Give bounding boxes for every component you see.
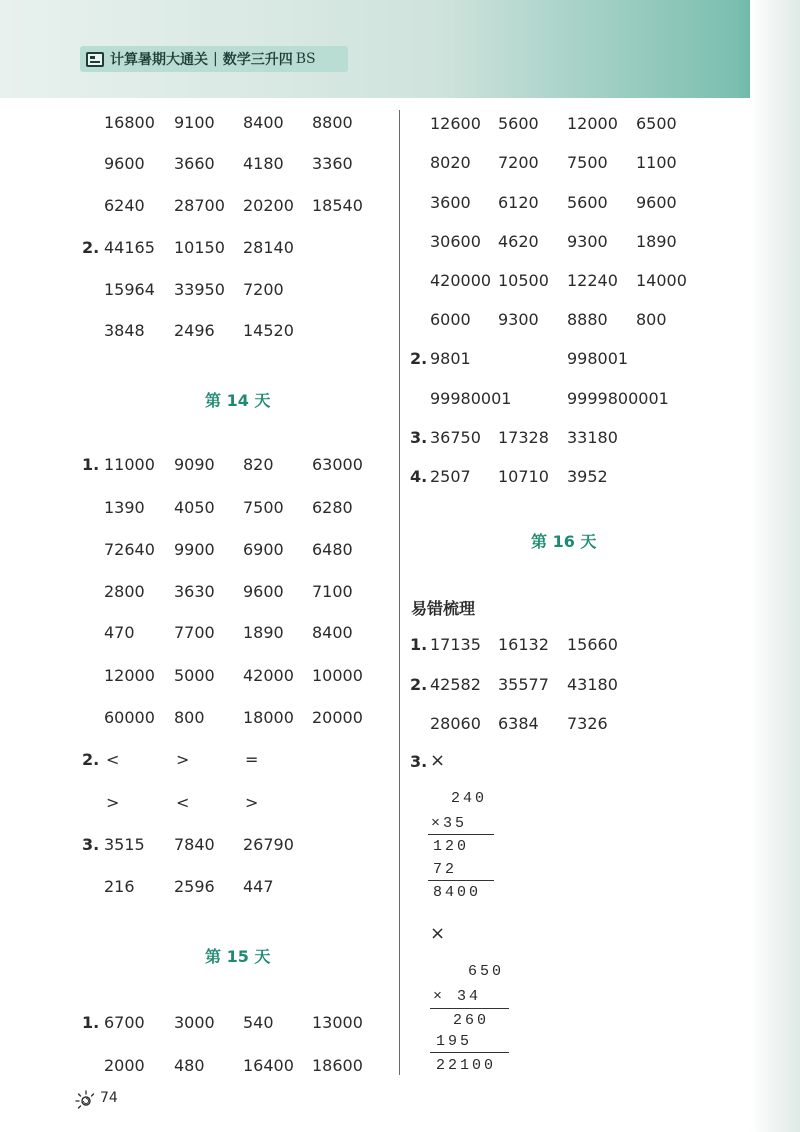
calc-multiplier: × 34 bbox=[433, 988, 482, 1005]
answer-value: 10000 bbox=[312, 666, 363, 685]
answer-value: 7700 bbox=[174, 623, 215, 642]
answer-value: 16400 bbox=[243, 1056, 294, 1075]
answer-value: 16132 bbox=[498, 635, 549, 654]
answer-value: 9600 bbox=[243, 582, 284, 601]
answer-value: 12000 bbox=[567, 114, 618, 133]
question-number: 3. bbox=[410, 752, 428, 771]
page-number: 74 bbox=[100, 1090, 118, 1106]
question-number: 1. bbox=[82, 1013, 100, 1032]
answer-value: 9300 bbox=[567, 232, 608, 251]
wrong-mark: × bbox=[430, 750, 446, 771]
answer-value: 42582 bbox=[430, 675, 481, 694]
answer-value: 5000 bbox=[174, 666, 215, 685]
book-title: 计算暑期大通关 bbox=[110, 52, 208, 68]
page-edge bbox=[750, 0, 800, 1132]
answer-value: 3630 bbox=[174, 582, 215, 601]
answer-value: 470 bbox=[104, 623, 135, 642]
answer-value: 447 bbox=[243, 877, 274, 896]
question-number: 1. bbox=[82, 455, 100, 474]
subject-label: 数学三升四 bbox=[222, 52, 293, 68]
answer-value: 6120 bbox=[498, 193, 539, 212]
question-number: 1. bbox=[410, 635, 428, 654]
answer-value: 9600 bbox=[104, 154, 145, 173]
answer-value: 998001 bbox=[567, 349, 629, 368]
answer-value: 7500 bbox=[243, 498, 284, 517]
answer-value: 35577 bbox=[498, 675, 549, 694]
answer-value: 7200 bbox=[498, 153, 539, 172]
calc-partial-product: 72 bbox=[433, 861, 458, 878]
day-15-heading: 第 15 天 bbox=[205, 947, 271, 966]
answer-value: 6280 bbox=[312, 498, 353, 517]
answer-value: 6240 bbox=[104, 196, 145, 215]
answer-value: 2596 bbox=[174, 877, 215, 896]
calc-multiplier: ×35 bbox=[431, 815, 468, 832]
question-number: 3. bbox=[82, 835, 100, 854]
calc-rule bbox=[430, 1052, 509, 1053]
calc-multiplicand: 240 bbox=[451, 790, 488, 807]
answer-value: 7200 bbox=[243, 280, 284, 299]
answer-value: 4180 bbox=[243, 154, 284, 173]
answer-value: 6000 bbox=[430, 310, 471, 329]
answer-value: 99980001 bbox=[430, 389, 512, 408]
day-16-heading: 第 16 天 bbox=[531, 532, 597, 551]
answer-value: 43180 bbox=[567, 675, 618, 694]
answer-value: 18600 bbox=[312, 1056, 363, 1075]
calc-partial-product: 195 bbox=[436, 1033, 473, 1050]
answer-value: 3660 bbox=[174, 154, 215, 173]
question-number: 2. bbox=[410, 349, 428, 368]
answer-value: 10150 bbox=[174, 238, 225, 257]
answer-value: 1100 bbox=[636, 153, 677, 172]
answer-value: 1890 bbox=[636, 232, 677, 251]
answer-value: 42000 bbox=[243, 666, 294, 685]
answer-value: 33950 bbox=[174, 280, 225, 299]
answer-value: 11000 bbox=[104, 455, 155, 474]
answer-value: 15660 bbox=[567, 635, 618, 654]
answer-value: 15964 bbox=[104, 280, 155, 299]
answer-value: 7840 bbox=[174, 835, 215, 854]
calc-multiplicand: 650 bbox=[468, 963, 505, 980]
answer-value: 10500 bbox=[498, 271, 549, 290]
calc-rule bbox=[430, 1008, 509, 1009]
answer-value: 17135 bbox=[430, 635, 481, 654]
comparison-sign: < bbox=[106, 750, 120, 769]
answer-value: 2800 bbox=[104, 582, 145, 601]
answer-value: 12000 bbox=[104, 666, 155, 685]
wrong-mark: × bbox=[430, 923, 446, 944]
answer-value: 72640 bbox=[104, 540, 155, 559]
answer-value: 480 bbox=[174, 1056, 205, 1075]
section-heading: 易错梳理 bbox=[411, 599, 476, 618]
answer-value: 9600 bbox=[636, 193, 677, 212]
comparison-sign: < bbox=[176, 793, 190, 812]
answer-value: 13000 bbox=[312, 1013, 363, 1032]
answer-value: 14520 bbox=[243, 321, 294, 340]
calc-result: 8400 bbox=[433, 884, 482, 901]
answer-value: 28060 bbox=[430, 714, 481, 733]
answer-value: 7500 bbox=[567, 153, 608, 172]
question-number: 4. bbox=[410, 467, 428, 486]
edition-label: BS bbox=[295, 51, 316, 67]
answer-value: 5600 bbox=[567, 193, 608, 212]
answer-value: 9300 bbox=[498, 310, 539, 329]
answer-value: 8400 bbox=[243, 113, 284, 132]
answer-value: 8800 bbox=[312, 113, 353, 132]
answer-value: 3360 bbox=[312, 154, 353, 173]
answer-value: 3952 bbox=[567, 467, 608, 486]
answer-value: 6700 bbox=[104, 1013, 145, 1032]
answer-value: 3000 bbox=[174, 1013, 215, 1032]
answer-value: 6900 bbox=[243, 540, 284, 559]
answer-value: 60000 bbox=[104, 708, 155, 727]
answer-value: 1390 bbox=[104, 498, 145, 517]
book-icon bbox=[86, 52, 104, 67]
answer-value: 9090 bbox=[174, 455, 215, 474]
answer-value: 820 bbox=[243, 455, 274, 474]
answer-value: 7100 bbox=[312, 582, 353, 601]
answer-value: 20000 bbox=[312, 708, 363, 727]
sun-spiral-icon bbox=[74, 1089, 96, 1111]
answer-value: 2496 bbox=[174, 321, 215, 340]
calc-partial-product: 260 bbox=[453, 1012, 490, 1029]
answer-value: 63000 bbox=[312, 455, 363, 474]
calc-rule bbox=[428, 880, 494, 881]
answer-value: 6384 bbox=[498, 714, 539, 733]
answer-value: 44165 bbox=[104, 238, 155, 257]
answer-value: 28700 bbox=[174, 196, 225, 215]
answer-value: 800 bbox=[636, 310, 667, 329]
comparison-sign: > bbox=[106, 793, 120, 812]
answer-value: 18540 bbox=[312, 196, 363, 215]
answer-value: 30600 bbox=[430, 232, 481, 251]
answer-value: 9999800001 bbox=[567, 389, 669, 408]
calc-result: 22100 bbox=[436, 1057, 497, 1074]
answer-value: 6480 bbox=[312, 540, 353, 559]
answer-value: 9900 bbox=[174, 540, 215, 559]
answer-value: 216 bbox=[104, 877, 135, 896]
answer-value: 12240 bbox=[567, 271, 618, 290]
answer-value: 17328 bbox=[498, 428, 549, 447]
header-separator: | bbox=[213, 51, 218, 67]
answer-value: 8020 bbox=[430, 153, 471, 172]
answer-value: 2507 bbox=[430, 467, 471, 486]
answer-value: 6500 bbox=[636, 114, 677, 133]
answer-value: 10710 bbox=[498, 467, 549, 486]
answer-value: 12600 bbox=[430, 114, 481, 133]
answer-value: 36750 bbox=[430, 428, 481, 447]
comparison-sign: > bbox=[245, 793, 259, 812]
answer-value: 5600 bbox=[498, 114, 539, 133]
header-bar bbox=[80, 46, 348, 72]
day-14-heading: 第 14 天 bbox=[205, 391, 271, 410]
answer-value: 33180 bbox=[567, 428, 618, 447]
answer-value: 3515 bbox=[104, 835, 145, 854]
question-number: 2. bbox=[82, 238, 100, 257]
answer-value: 2000 bbox=[104, 1056, 145, 1075]
answer-value: 26790 bbox=[243, 835, 294, 854]
question-number: 2. bbox=[410, 675, 428, 694]
answer-value: 1890 bbox=[243, 623, 284, 642]
answer-value: 14000 bbox=[636, 271, 687, 290]
answer-value: 20200 bbox=[243, 196, 294, 215]
answer-value: 18000 bbox=[243, 708, 294, 727]
calc-partial-product: 120 bbox=[433, 838, 470, 855]
answer-value: 16800 bbox=[104, 113, 155, 132]
answer-value: 800 bbox=[174, 708, 205, 727]
answer-value: 9100 bbox=[174, 113, 215, 132]
answer-value: 8880 bbox=[567, 310, 608, 329]
answer-value: 540 bbox=[243, 1013, 274, 1032]
answer-value: 9801 bbox=[430, 349, 471, 368]
answer-value: 7326 bbox=[567, 714, 608, 733]
comparison-sign: > bbox=[176, 750, 190, 769]
answer-value: 8400 bbox=[312, 623, 353, 642]
calc-rule bbox=[428, 834, 494, 835]
column-divider bbox=[399, 110, 400, 1075]
answer-value: 3600 bbox=[430, 193, 471, 212]
answer-value: 420000 bbox=[430, 271, 492, 290]
question-number: 3. bbox=[410, 428, 428, 447]
answer-value: 28140 bbox=[243, 238, 294, 257]
comparison-sign: = bbox=[245, 750, 259, 769]
answer-value: 4050 bbox=[174, 498, 215, 517]
question-number: 2. bbox=[82, 750, 100, 769]
answer-value: 4620 bbox=[498, 232, 539, 251]
answer-value: 3848 bbox=[104, 321, 145, 340]
